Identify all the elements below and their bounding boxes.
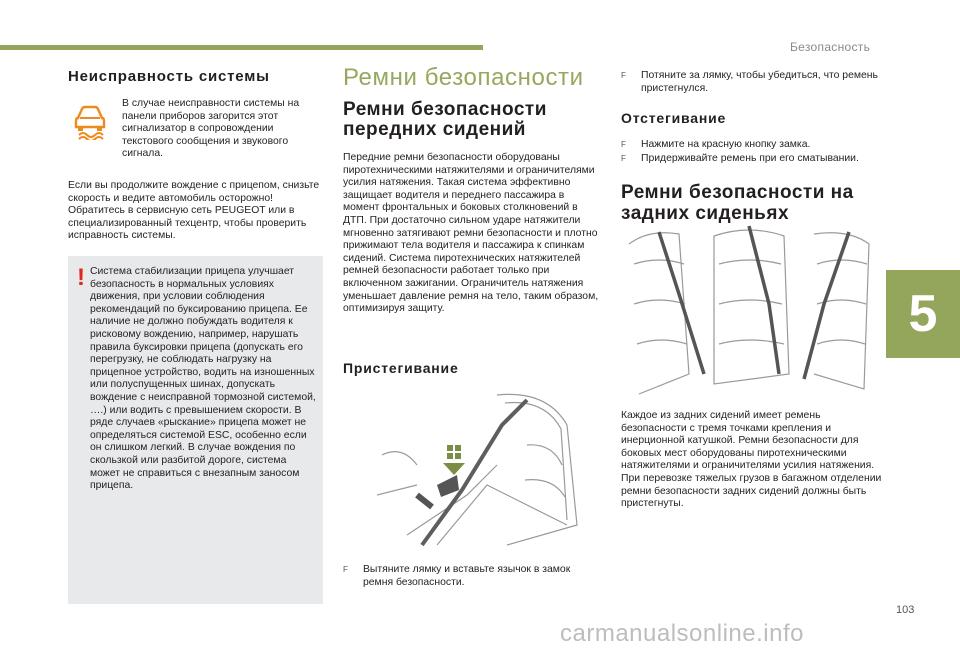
malfunction-intro: В случае неисправности системы на панели приборов загорится этот сигнализатор в сопровождении текстового сообщения и звукового сигнала. — [122, 98, 300, 160]
warning-text: Система стабилизации прицепа улучшает безопасность в нормальных условиях движения, при условии соблюдения рекомендаций по буксированию прицепа. Ее наличие не должно побуждать водителя к рисковому вождению, например, нарушать правила буксировки прицепа (допускать его перегрузку, не соблюдать нагрузку на прицепное устройство, водить на изношенных или полуспущенных шинах, допускать вождение с неисправной тормозной системой, ….) или водить с превышением скорости. В ряде случаев «рыскание» прицепа может не определяться системой ESC, особенно если он слишком легкий. В случае вождения по скользкой или разбитой дороге, система может не справиться с внезапным заносом прицепа. — [90, 266, 316, 492]
watermark: carmanualsonline.info — [560, 620, 804, 647]
trailer-stability-warning-icon — [70, 100, 110, 140]
bullet-glyph: F — [343, 565, 348, 574]
front-seatbelts-heading: Ремни безопасности передних сидений — [343, 99, 547, 140]
bullet-glyph: F — [621, 140, 626, 149]
seatbelts-title: Ремни безопасности — [343, 64, 584, 91]
rear-seatbelts-heading: Ремни безопасности на задних сиденьях — [621, 182, 854, 224]
unfastening-heading: Отстегивание — [621, 110, 727, 126]
page-number: 103 — [896, 604, 915, 616]
chapter-tab: 5 — [886, 270, 960, 358]
hold-step-text: Придерживайте ремень при его сматывании. — [641, 153, 859, 164]
press-step-text: Нажмите на красную кнопку замка. — [641, 139, 811, 150]
malfunction-body: Если вы продолжите вождение с прицепом, снизьте скорость и ведите автомобиль осторожно! Обратитесь в сервисную сеть PEUGEOT или в специализированный техцентр, чтобы проверить исправность системы. — [68, 180, 320, 242]
warning-box — [68, 256, 323, 604]
front-seatbelts-body: Передние ремни безопасности оборудованы пиротехническими натяжителями и ограничителями усилия натяжения. Такая система эффективно защищает водителя и переднего пассажира в момент фронтальных и боковых столкновений в ДТП. При достаточно сильном ударе натяжители мгновенно затягивают ремни безопасности и плотно прижимают тела водителя и пассажира к спинкам сидений. Система пиротехнических натяжителей ремней безопасности работает только при включенном зажигании. Ограничитель натяжения уменьшает давление ремня на тело, таким образом, оптимизируя защиту. — [343, 152, 599, 315]
exclamation-icon: ! — [77, 264, 85, 291]
insert-step-text: Вытяните лямку и вставьте язычок в замок ремня безопасности. — [363, 564, 571, 588]
header-bar — [0, 45, 483, 50]
bullet-glyph: F — [621, 154, 626, 163]
pull-step — [621, 70, 879, 95]
fastening-illustration — [377, 385, 596, 552]
insert-step — [343, 564, 603, 589]
pull-step-text: Потяните за лямку, чтобы убедиться, что ремень пристегнулся. — [641, 70, 878, 94]
rear-seats-illustration — [619, 224, 879, 403]
malfunction-heading: Неисправность системы — [68, 68, 270, 85]
section-title: Безопасность — [790, 40, 871, 54]
bullet-glyph: F — [621, 71, 626, 80]
fastening-heading: Пристегивание — [343, 360, 459, 376]
rear-seatbelts-body: Каждое из задних сидений имеет ремень безопасности с тремя точками крепления и инерционной катушкой. Ремни безопасности для боковых мест оборудованы пиротехническими натяжителями и ограничителями усилия натяжения. При перевозке тяжелых грузов в багажном отделении ремни безопасности задних сидений должны быть пристегнуты. — [621, 410, 882, 510]
hold-step — [621, 153, 879, 166]
press-step — [621, 139, 879, 152]
